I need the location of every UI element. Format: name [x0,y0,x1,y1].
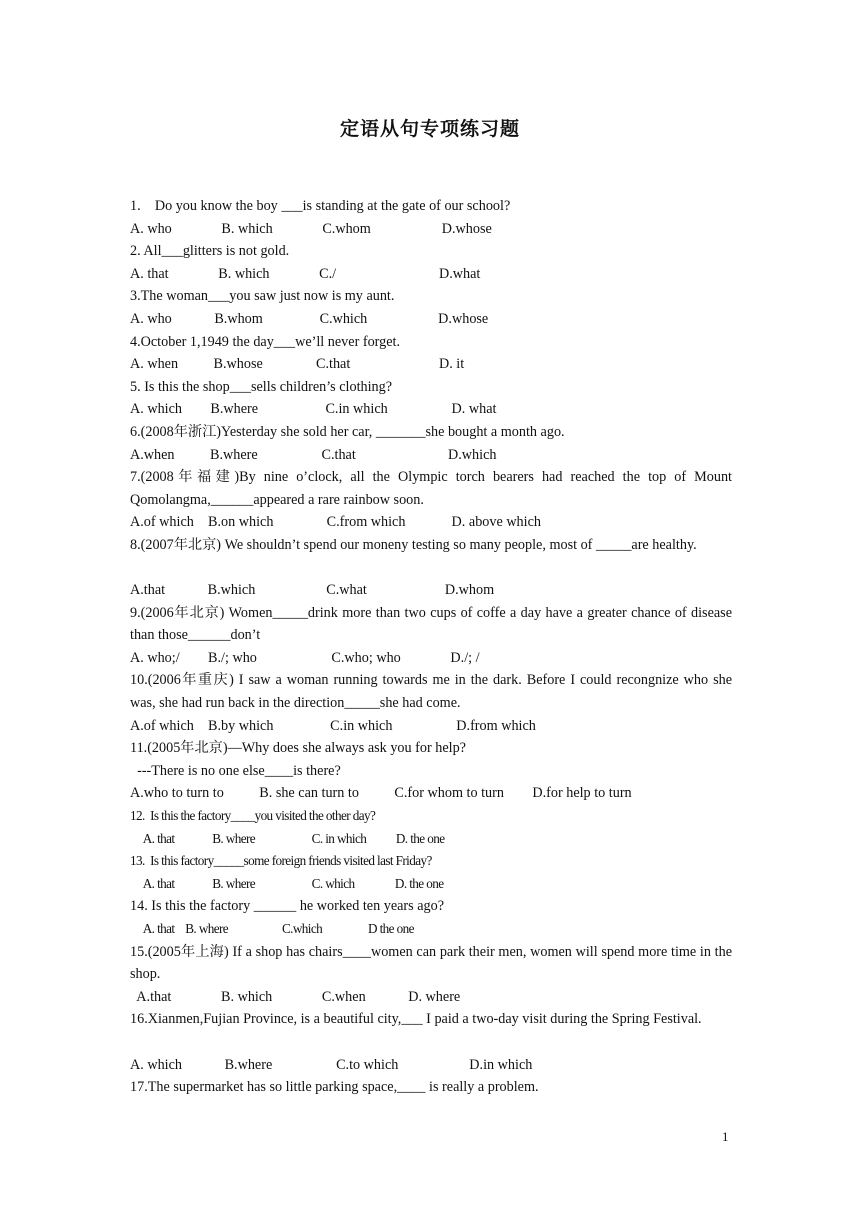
question-15: 15.(2005年上海) If a shop has chairs____women can park their men, women will spend more time in the shop. [130,943,732,983]
options-8: A.that B.which C.what D.whom [130,582,495,599]
options-5: A. which B.where C.in which D. what [130,401,497,418]
options-13: A. that B. where C. which D. the one [130,875,444,891]
question-11-reply: ---There is no one else____is there? [130,762,341,779]
question-9: 9.(2006年北京) Women_____drink more than two cups of coffe a day have a greater chance of disease than those______don’t [130,604,732,644]
question-13: 13. Is this factory_____some foreign friends visited last Friday? [130,853,432,869]
question-17: 17.The supermarket has so little parking space,____ is really a problem. [130,1079,539,1096]
exercise-body [130,195,732,1099]
options-7: A.of which B.on which C.from which D. above which [130,514,541,531]
question-1: 1. Do you know the boy ___is standing at the gate of our school? [130,198,511,214]
question-3: 3.The woman___you saw just now is my aunt. [130,288,395,305]
options-6: A.when B.where C.that D.which [130,446,497,463]
question-5: 5. Is this the shop___sells children’s clothing? [130,378,393,395]
options-16: A. which B.where C.to which D.in which [130,1056,533,1073]
options-15: A.that B. which C.when D. where [130,988,461,1005]
page-title: 定语从句专项练习题 [339,118,520,140]
question-2: 2. All___glitters is not gold. [130,243,290,260]
question-12: 12. Is this the factory____you visited the other day? [130,808,376,824]
options-14: A. that B. where C.which D the one [130,921,414,936]
options-1: A. who B. which C.whom D.whose [130,220,492,237]
options-3: A. who B.whom C.which D.whose [130,310,489,327]
question-6: 6.(2008年浙江)Yesterday she sold her car, _______she bought a month ago. [130,423,565,440]
options-2: A. that B. which C./ D.what [130,265,481,282]
question-8: 8.(2007年北京) We shouldn’t spend our moneny testing so many people, most of _____are healthy. [130,536,697,553]
options-10: A.of which B.by which C.in which D.from which [130,717,536,734]
options-4: A. when B.whose C.that D. it [130,356,465,373]
options-11: A.who to turn to B. she can turn to C.for whom to turn D.for help to turn [130,785,632,802]
question-16: 16.Xianmen,Fujian Province, is a beautiful city,___ I paid a two-day visit during the Spring Festival. [130,1011,702,1028]
question-14: 14. Is this the factory ______ he worked ten years ago? [130,898,445,915]
question-4: 4.October 1,1949 the day___we’ll never forget. [130,333,401,350]
options-9: A. who;/ B./; who C.who; who D./; / [130,649,480,666]
question-10: 10.(2006年重庆) I saw a woman running towards me in the dark. Before I could recongnize who she was, she had run back in the direction_____she had come. [130,672,732,712]
question-7: 7.(2008年福建)By nine o’clock, all the Olympic torch bearers had reached the top of Mount Qomolangma,______appeared a rare rainbow soon. [130,469,732,508]
options-12: A. that B. where C. in which D. the one [130,830,445,846]
page-number: 1 [722,1129,729,1144]
question-11: 11.(2005年北京)—Why does she always ask you for help? [130,740,466,757]
